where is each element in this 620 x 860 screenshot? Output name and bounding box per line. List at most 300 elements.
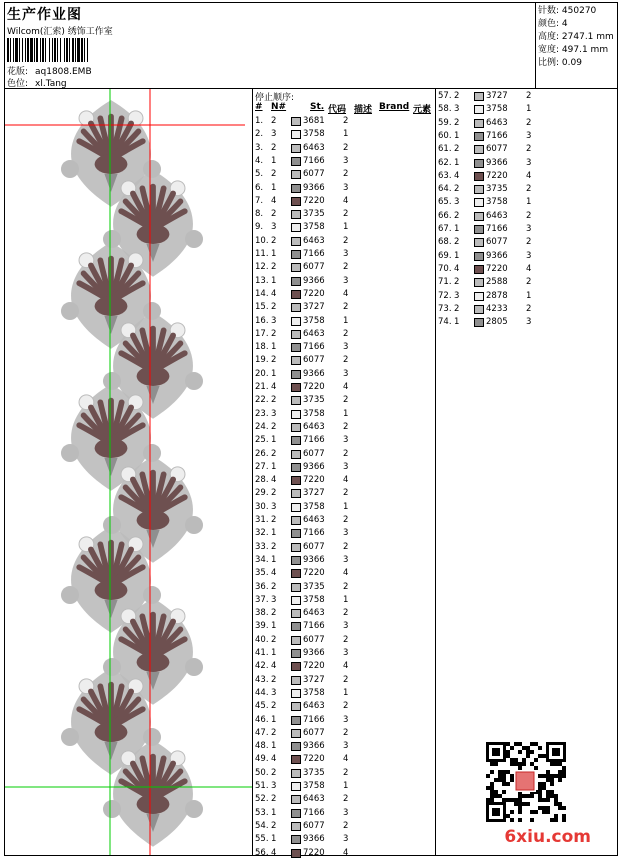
row-stitch: 4 (343, 661, 349, 672)
row-stitch: 3 (343, 528, 349, 539)
row-index: 8. (255, 209, 264, 220)
row-code: 7166 (303, 807, 325, 818)
row-index: 46. (255, 714, 269, 725)
row-code: 3735 (303, 209, 325, 220)
row-code: 7166 (303, 435, 325, 446)
stat-width (538, 44, 617, 57)
row-stop: 2 (454, 277, 460, 288)
row-stop: 3 (271, 781, 277, 791)
row-stop: 2 (454, 144, 460, 155)
color-swatch (291, 782, 301, 791)
row-index: 69. (438, 250, 452, 261)
color-swatch (291, 689, 301, 698)
row-stitch: 2 (526, 210, 532, 221)
operator-label: 色位: (7, 79, 29, 89)
color-swatch (291, 184, 301, 193)
row-stop: 2 (271, 395, 277, 406)
row-stop: 2 (271, 701, 277, 712)
row-stop: 2 (271, 488, 277, 499)
row-stitch: 2 (343, 515, 349, 525)
color-swatch (474, 159, 484, 168)
row-index: 39. (255, 621, 269, 632)
color-swatch (291, 317, 301, 326)
embroidery-preview-image (5, 89, 253, 855)
row-code: 9366 (303, 368, 325, 379)
row-stitch: 2 (343, 820, 349, 831)
color-swatch (291, 822, 301, 831)
stat-value: 0.09 (561, 58, 582, 68)
color-swatch (474, 145, 484, 154)
row-stop: 1 (271, 648, 277, 658)
row-index: 19. (255, 355, 269, 366)
row-index: 12. (255, 262, 269, 273)
color-swatch (474, 278, 484, 287)
row-stitch: 2 (343, 395, 349, 406)
row-index: 48. (255, 741, 269, 752)
row-stop: 2 (271, 421, 277, 432)
color-swatch (474, 119, 484, 128)
row-index: 42. (255, 661, 269, 672)
row-index: 16. (255, 315, 269, 326)
color-swatch (291, 809, 301, 818)
row-stop: 4 (271, 661, 277, 672)
row-index: 7. (255, 195, 264, 206)
row-index: 13. (255, 275, 269, 286)
row-index: 49. (255, 754, 269, 765)
row-index: 15. (255, 302, 269, 313)
row-stitch: 3 (343, 834, 349, 845)
row-stitch: 3 (343, 621, 349, 632)
row-stitch: 3 (343, 554, 349, 565)
row-code: 9366 (486, 250, 508, 261)
row-stitch: 2 (343, 448, 349, 459)
row-code: 7220 (303, 382, 325, 392)
row-index: 61. (438, 144, 452, 155)
row-index: 58. (438, 104, 452, 115)
row-code: 3681 (303, 116, 325, 126)
row-code: 9366 (303, 461, 325, 472)
stop-sequence-panel (253, 89, 436, 858)
row-stitch: 2 (526, 144, 532, 155)
color-swatch (291, 463, 301, 472)
design-preview (5, 89, 253, 855)
color-swatch (291, 503, 301, 512)
row-stitch: 2 (343, 608, 349, 619)
row-code: 7166 (303, 621, 325, 632)
row-index: 9. (255, 222, 264, 233)
row-stitch: 1 (343, 781, 349, 791)
row-code: 7166 (303, 155, 325, 166)
color-swatch (291, 210, 301, 219)
color-swatch (291, 609, 301, 618)
row-stop: 3 (271, 315, 277, 326)
row-code: 9366 (303, 554, 325, 565)
stat-label: 宽度: (538, 45, 560, 55)
row-stitch: 1 (343, 315, 349, 326)
row-stop: 1 (271, 741, 277, 752)
row-stop: 2 (454, 210, 460, 221)
row-stitch: 2 (526, 117, 532, 128)
col-brand: Brand (379, 102, 410, 112)
row-code: 3735 (303, 581, 325, 592)
row-stop: 2 (454, 237, 460, 248)
row-code: 9366 (303, 834, 325, 845)
design-label: 花版: (7, 67, 29, 77)
row-index: 67. (438, 224, 452, 234)
row-stitch: 2 (526, 91, 532, 101)
row-code: 3758 (303, 501, 325, 512)
color-swatch (474, 185, 484, 194)
color-swatch (474, 172, 484, 181)
color-swatch (474, 252, 484, 261)
row-code: 6077 (303, 262, 325, 273)
row-code: 3758 (303, 129, 325, 140)
row-code: 6077 (486, 237, 508, 248)
row-stop: 2 (271, 209, 277, 220)
row-index: 53. (255, 807, 269, 818)
col-n: N# (271, 102, 287, 112)
row-index: 63. (438, 170, 452, 181)
row-code: 6463 (486, 210, 508, 221)
color-swatch (291, 476, 301, 485)
row-index: 32. (255, 528, 269, 539)
row-stitch: 1 (343, 687, 349, 698)
row-stitch: 3 (343, 461, 349, 472)
row-stop: 2 (271, 142, 277, 153)
row-index: 41. (255, 648, 269, 658)
stat-value: 2747.1 mm (561, 32, 614, 42)
color-swatch (291, 237, 301, 246)
row-stitch: 4 (343, 847, 349, 858)
stat-colors (538, 18, 617, 31)
row-stitch: 4 (343, 288, 349, 299)
row-index: 47. (255, 727, 269, 738)
row-stop: 1 (271, 182, 277, 193)
row-index: 26. (255, 448, 269, 459)
color-swatch (291, 144, 301, 153)
col-element: 元素 (413, 105, 432, 115)
row-code: 7166 (486, 224, 508, 234)
row-code: 3735 (486, 184, 508, 195)
row-code: 3758 (303, 222, 325, 233)
color-swatch (291, 516, 301, 525)
color-swatch (291, 343, 301, 352)
row-stitch: 3 (343, 182, 349, 193)
row-index: 55. (255, 834, 269, 845)
row-code: 3758 (303, 594, 325, 605)
row-index: 64. (438, 184, 452, 195)
row-stitch: 2 (526, 303, 532, 314)
row-code: 3758 (303, 781, 325, 791)
color-swatch (474, 238, 484, 247)
row-code: 9366 (303, 275, 325, 286)
row-stop: 1 (454, 317, 460, 328)
row-code: 6077 (303, 541, 325, 552)
color-swatch (474, 105, 484, 114)
color-swatch (291, 662, 301, 671)
row-stitch: 2 (526, 184, 532, 195)
row-code: 3727 (303, 674, 325, 685)
row-stop: 3 (271, 594, 277, 605)
row-stitch: 1 (526, 104, 532, 115)
color-swatch (291, 835, 301, 844)
row-index: 60. (438, 130, 452, 141)
row-stop: 4 (271, 754, 277, 765)
row-stitch: 3 (343, 741, 349, 752)
row-index: 56. (255, 847, 269, 858)
row-code: 7220 (486, 263, 508, 274)
row-code: 7220 (303, 288, 325, 299)
row-index: 34. (255, 554, 269, 565)
row-stitch: 2 (343, 541, 349, 552)
row-stitch: 3 (343, 342, 349, 353)
row-stop: 1 (454, 130, 460, 141)
row-index: 73. (438, 303, 452, 314)
stat-label: 高度: (538, 32, 560, 42)
row-index: 54. (255, 820, 269, 831)
color-swatch (291, 795, 301, 804)
row-code: 7220 (303, 661, 325, 672)
row-stitch: 2 (343, 634, 349, 645)
row-stitch: 2 (343, 581, 349, 592)
row-index: 57. (438, 91, 452, 101)
row-stitch: 4 (343, 754, 349, 765)
color-swatch (291, 277, 301, 286)
row-stop: 2 (271, 448, 277, 459)
row-stop: 2 (271, 262, 277, 273)
row-stitch: 3 (343, 648, 349, 658)
row-index: 59. (438, 117, 452, 128)
row-code: 7166 (303, 249, 325, 259)
row-stop: 3 (271, 687, 277, 698)
production-sheet (4, 2, 618, 856)
color-swatch (474, 292, 484, 301)
row-stitch: 2 (343, 262, 349, 273)
row-index: 70. (438, 263, 452, 274)
row-stop: 4 (271, 568, 277, 579)
row-code: 3727 (303, 302, 325, 313)
row-stop: 4 (271, 847, 277, 858)
row-stop: 1 (454, 250, 460, 261)
stat-label: 比例: (538, 58, 560, 68)
row-stop: 3 (271, 129, 277, 140)
row-index: 10. (255, 235, 269, 246)
row-index: 3. (255, 142, 264, 153)
row-code: 6077 (303, 448, 325, 459)
row-index: 71. (438, 277, 452, 288)
color-swatch (291, 676, 301, 685)
row-stop: 4 (454, 263, 460, 274)
stop-sequence-panel-continued (436, 89, 617, 855)
row-index: 74. (438, 317, 452, 328)
row-index: 68. (438, 237, 452, 248)
color-swatch (291, 396, 301, 405)
row-stitch: 1 (526, 197, 532, 208)
row-code: 9366 (303, 741, 325, 752)
row-code: 7220 (303, 754, 325, 765)
row-code: 7220 (303, 475, 325, 486)
row-stop: 2 (271, 820, 277, 831)
row-stop: 3 (454, 197, 460, 208)
col-st: St. (310, 102, 325, 112)
row-stitch: 3 (526, 224, 532, 234)
stat-value: 450270 (561, 6, 597, 16)
row-index: 1. (255, 116, 264, 126)
color-swatch (291, 250, 301, 259)
row-stop: 2 (271, 515, 277, 525)
row-stop: 1 (271, 275, 277, 286)
row-stitch: 3 (343, 368, 349, 379)
row-stop: 2 (271, 235, 277, 246)
row-stop: 3 (454, 104, 460, 115)
row-stitch: 2 (526, 237, 532, 248)
row-stop: 4 (271, 382, 277, 392)
row-stitch: 3 (343, 714, 349, 725)
row-index: 45. (255, 701, 269, 712)
stat-label: 颜色: (538, 19, 560, 29)
row-stitch: 1 (343, 129, 349, 140)
color-swatch (291, 197, 301, 206)
row-code: 6463 (303, 421, 325, 432)
stat-height (538, 31, 617, 44)
row-stop: 1 (271, 249, 277, 259)
row-code: 3727 (303, 488, 325, 499)
row-index: 28. (255, 475, 269, 486)
row-index: 5. (255, 169, 264, 180)
row-stitch: 1 (343, 594, 349, 605)
row-stitch: 2 (343, 302, 349, 313)
row-stitch: 3 (343, 155, 349, 166)
color-swatch (291, 383, 301, 392)
watermark-text: 6xiu.com (504, 827, 591, 847)
row-index: 2. (255, 129, 264, 140)
row-code: 3758 (303, 408, 325, 419)
row-stitch: 2 (343, 767, 349, 778)
row-index: 33. (255, 541, 269, 552)
row-stitch: 4 (343, 382, 349, 392)
row-stop: 1 (271, 621, 277, 632)
row-stop: 2 (271, 302, 277, 313)
row-stop: 2 (271, 355, 277, 366)
row-stitch: 4 (526, 170, 532, 181)
row-stop: 2 (271, 727, 277, 738)
row-code: 3758 (303, 315, 325, 326)
color-swatch (291, 423, 301, 432)
color-swatch (291, 849, 301, 858)
row-stitch: 2 (343, 209, 349, 220)
row-code: 7166 (303, 714, 325, 725)
row-stop: 1 (271, 155, 277, 166)
row-stop: 2 (271, 674, 277, 685)
color-swatch (291, 489, 301, 498)
row-code: 3758 (486, 104, 508, 115)
qr-code-image (486, 742, 566, 822)
row-code: 6077 (303, 169, 325, 180)
row-code: 4233 (486, 303, 508, 314)
row-stitch: 3 (343, 275, 349, 286)
row-index: 23. (255, 408, 269, 419)
row-code: 3735 (303, 767, 325, 778)
row-stop: 2 (271, 328, 277, 339)
row-stop: 2 (271, 581, 277, 592)
color-swatch (474, 318, 484, 327)
row-index: 66. (438, 210, 452, 221)
row-stop: 2 (271, 541, 277, 552)
color-swatch (291, 303, 301, 312)
color-swatch (291, 130, 301, 139)
row-index: 51. (255, 781, 269, 791)
row-index: 29. (255, 488, 269, 499)
row-code: 6077 (303, 355, 325, 366)
row-index: 72. (438, 290, 452, 301)
color-swatch (291, 556, 301, 565)
color-swatch (291, 742, 301, 751)
row-stop: 1 (271, 807, 277, 818)
color-swatch (291, 622, 301, 631)
row-stop: 2 (271, 794, 277, 805)
color-swatch (291, 583, 301, 592)
row-stop: 3 (271, 501, 277, 512)
row-index: 50. (255, 767, 269, 778)
color-swatch (291, 755, 301, 764)
row-code: 2805 (486, 317, 508, 328)
row-index: 36. (255, 581, 269, 592)
row-stop: 1 (454, 157, 460, 168)
row-stop: 4 (271, 195, 277, 206)
row-stitch: 2 (343, 116, 349, 126)
row-stitch: 2 (343, 421, 349, 432)
subtitle: Wilcom(汇索) 绣饰工作室 (7, 27, 113, 37)
row-index: 6. (255, 182, 264, 193)
color-swatch (291, 157, 301, 166)
row-stop: 1 (271, 554, 277, 565)
row-code: 3735 (303, 395, 325, 406)
row-index: 22. (255, 395, 269, 406)
row-stop: 1 (454, 224, 460, 234)
row-code: 7220 (486, 170, 508, 181)
row-code: 7220 (303, 195, 325, 206)
color-swatch (291, 729, 301, 738)
operator-line (7, 76, 67, 89)
row-code: 7166 (303, 528, 325, 539)
row-index: 31. (255, 515, 269, 525)
row-stitch: 4 (343, 195, 349, 206)
color-swatch (474, 305, 484, 314)
color-swatch (291, 529, 301, 538)
stat-scale (538, 57, 617, 70)
row-code: 3727 (486, 91, 508, 101)
row-code: 2588 (486, 277, 508, 288)
row-stop: 1 (271, 461, 277, 472)
col-index: # (255, 102, 263, 112)
row-code: 6463 (303, 328, 325, 339)
row-stitch: 3 (343, 249, 349, 259)
row-stitch: 2 (526, 277, 532, 288)
row-stitch: 3 (526, 250, 532, 261)
row-stop: 3 (271, 222, 277, 233)
row-stitch: 3 (526, 157, 532, 168)
color-swatch (291, 117, 301, 126)
row-stop: 1 (271, 834, 277, 845)
row-code: 6463 (486, 117, 508, 128)
row-stop: 2 (271, 169, 277, 180)
row-code: 7166 (486, 130, 508, 141)
row-stop: 2 (271, 767, 277, 778)
page-title: 生产作业图 (7, 7, 82, 23)
row-code: 6463 (303, 142, 325, 153)
color-swatch (474, 265, 484, 274)
row-index: 40. (255, 634, 269, 645)
